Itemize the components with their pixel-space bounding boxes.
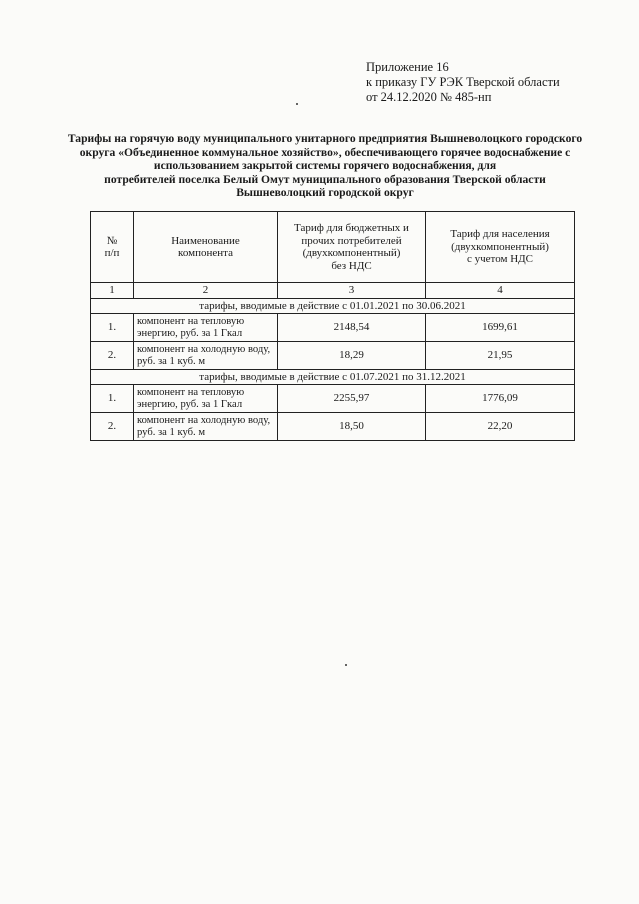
title-line: Вышневолоцкий городской округ [236, 186, 414, 200]
title-line: Тарифы на горячую воду муниципального унитарного предприятия Вышневолоцкого городского [67, 132, 583, 145]
column-number: 2 [134, 283, 278, 299]
title-line: использованием закрытой системы горячего водоснабжения, для [153, 159, 497, 173]
period-label: тарифы, вводимые в действие с 01.07.2021 по 31.12.2021 [91, 370, 575, 385]
period-row [91, 370, 575, 385]
appendix-order-date: от 24.12.2020 № 485-нп [366, 90, 492, 104]
scan-speck [345, 664, 347, 666]
header-number: № п/п [91, 212, 134, 283]
budget-tariff-value: 18,50 [278, 413, 426, 441]
header-budget-tariff: Тариф для бюджетных и прочих потребителей (двухкомпонентный) без НДС [278, 212, 426, 283]
table-row [91, 413, 575, 441]
column-number: 3 [278, 283, 426, 299]
table-row [91, 385, 575, 413]
component-name: компонент на холодную воду, руб. за 1 куб. м [134, 413, 278, 441]
budget-tariff-value: 18,29 [278, 342, 426, 370]
component-name: компонент на тепловую энергию, руб. за 1 Гкал [134, 385, 278, 413]
population-tariff-value: 1699,61 [426, 314, 575, 342]
table-header-row [91, 212, 575, 283]
column-number-row [91, 283, 575, 299]
period-label: тарифы, вводимые в действие с 01.01.2021 по 30.06.2021 [91, 299, 575, 314]
column-number: 4 [426, 283, 575, 299]
row-number: 2. [91, 342, 134, 370]
appendix-order-reference: к приказу ГУ РЭК Тверской области [366, 75, 560, 89]
component-name: компонент на тепловую энергию, руб. за 1 Гкал [134, 314, 278, 342]
appendix-number: Приложение 16 [366, 60, 449, 74]
title-line: потребителей поселка Белый Омут муниципального образования Тверской области [104, 172, 546, 186]
row-number: 1. [91, 385, 134, 413]
header-component-name: Наименование компонента [134, 212, 278, 283]
row-number: 2. [91, 413, 134, 441]
title-line: округа «Объединенное коммунальное хозяйство», обеспечивающего горячее водоснабжение с [79, 145, 571, 159]
budget-tariff-value: 2148,54 [278, 314, 426, 342]
population-tariff-value: 22,20 [426, 413, 575, 441]
component-name: компонент на холодную воду, руб. за 1 куб. м [134, 342, 278, 370]
document-title [40, 132, 610, 200]
tariff-table [90, 211, 575, 441]
appendix-header [366, 60, 560, 105]
population-tariff-value: 21,95 [426, 342, 575, 370]
header-population-tariff: Тариф для населения (двухкомпонентный) с учетом НДС [426, 212, 575, 283]
row-number: 1. [91, 314, 134, 342]
table-row [91, 314, 575, 342]
scan-speck [296, 103, 298, 105]
period-row [91, 299, 575, 314]
budget-tariff-value: 2255,97 [278, 385, 426, 413]
population-tariff-value: 1776,09 [426, 385, 575, 413]
table-row [91, 342, 575, 370]
column-number: 1 [91, 283, 134, 299]
